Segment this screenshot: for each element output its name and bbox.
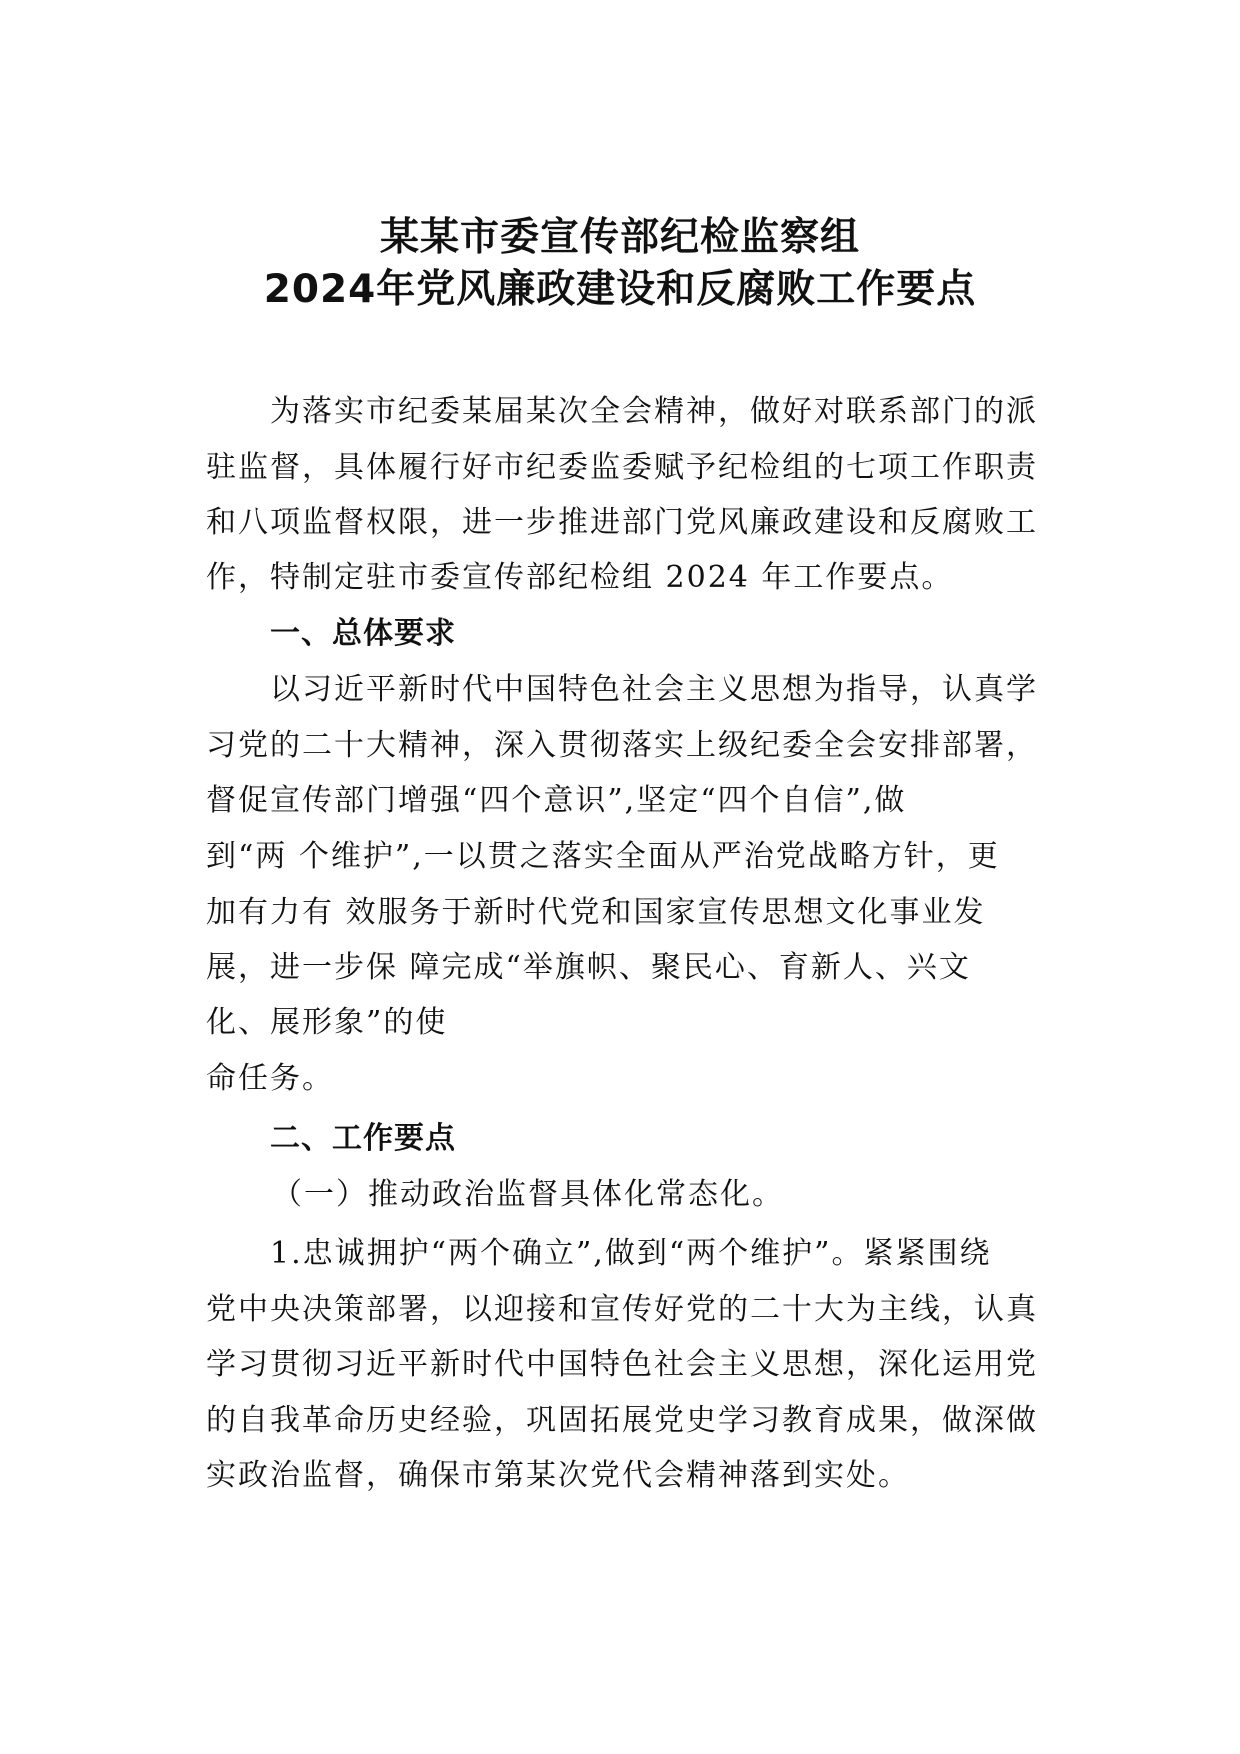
document-title-line2: 2024年党风廉政建设和反腐败工作要点 (263, 267, 977, 312)
item1-line: 实政治监督，确保市第某次党代会精神落到实处。 (206, 1458, 910, 1493)
section1-line: 化、展形象”的使 (206, 1005, 448, 1040)
section1-line: 督促宣传部门增强“四个意识”,坚定“四个自信”,做 (206, 783, 907, 818)
item1-line: 1.忠诚拥护“两个确立”,做到“两个维护”。紧紧围绕 (270, 1236, 992, 1271)
section1-line: 习党的二十大精神，深入贯彻落实上级纪委全会安排部署， (206, 728, 1038, 763)
section1-line: 命任务。 (206, 1061, 334, 1096)
section2-subheading: （一）推动政治监督具体化常态化。 (272, 1177, 784, 1212)
section1-line: 加有力有 效服务于新时代党和国家宣传思想文化事业发 (206, 895, 986, 930)
intro-line: 驻监督，具体履行好市纪委监委赋予纪检组的七项工作职责 (206, 450, 1038, 485)
section1-line: 展，进一步保 障完成“举旗帜、聚民心、育新人、兴文 (206, 950, 971, 985)
section1-heading: 一、总体要求 (270, 616, 456, 651)
document-title-line1: 某某市委宣传部纪检监察组 (379, 215, 860, 260)
item1-line: 党中央决策部署，以迎接和宣传好党的二十大为主线，认真 (206, 1292, 1038, 1327)
intro-line: 和八项监督权限，进一步推进部门党风廉政建设和反腐败工 (206, 505, 1038, 540)
intro-line: 作，特制定驻市委宣传部纪检组 2024 年工作要点。 (206, 560, 954, 595)
section1-line: 以习近平新时代中国特色社会主义思想为指导，认真学 (270, 672, 1038, 707)
item1-line: 学习贯彻习近平新时代中国特色社会主义思想，深化运用党 (206, 1347, 1038, 1382)
intro-line: 为落实市纪委某届某次全会精神，做好对联系部门的派 (270, 394, 1038, 429)
section2-heading: 二、工作要点 (270, 1121, 456, 1156)
section1-line: 到“两 个维护”,一以贯之落实全面从严治党战略方针，更 (206, 839, 1000, 874)
item1-line: 的自我革命历史经验，巩固拓展党史学习教育成果，做深做 (206, 1403, 1038, 1438)
